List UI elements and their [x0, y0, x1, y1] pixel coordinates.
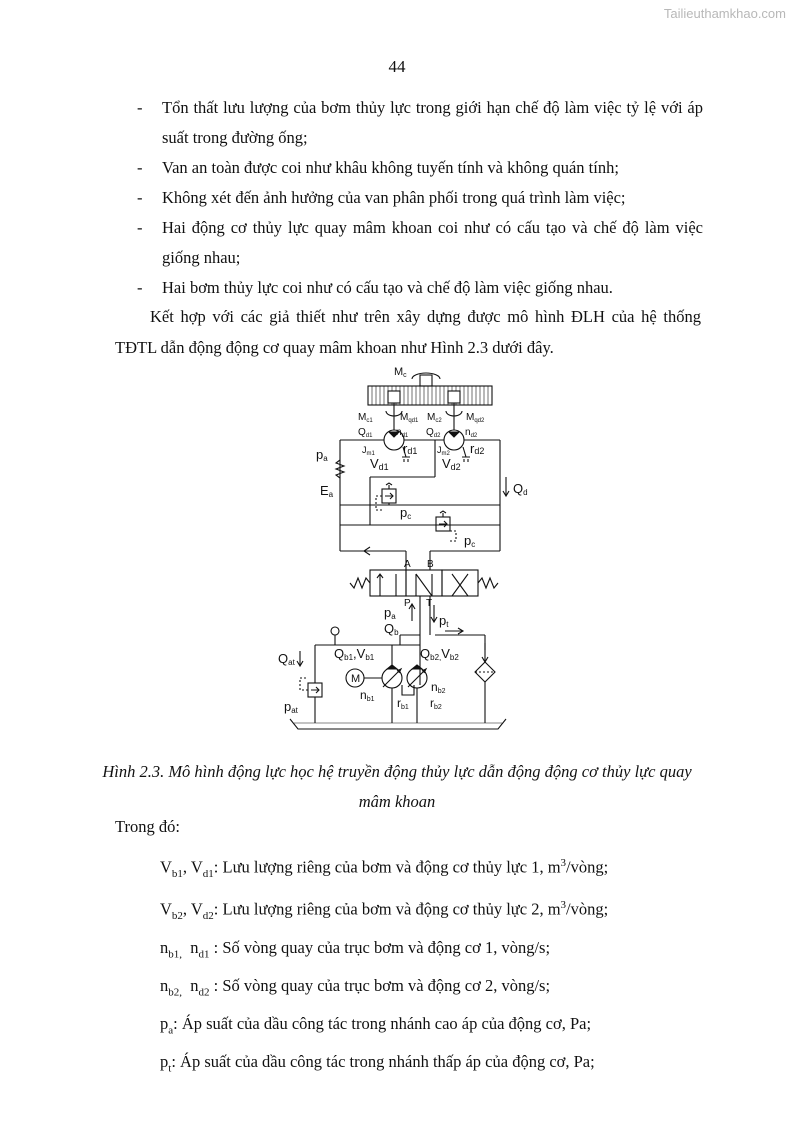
definition-row: $p_t$: Áp suất của dầu công tác trong nhánh thấp áp của động cơ, Pa; [160, 1052, 595, 1075]
label-pc-2: pc [464, 533, 476, 549]
list-item [115, 153, 703, 183]
hydraulic-circuit-diagram [270, 365, 528, 735]
bullet-dash: - [137, 158, 143, 177]
label-Qb: Qb [384, 621, 399, 637]
label-Qb2-Vb2: Qb2,Vb2 [420, 646, 459, 662]
label-rd2: rd2 [470, 441, 485, 456]
definition-row: $V_{b1}$, $V_{d1}$: Lưu lượng riêng của bơm và động cơ thủy lực 1, $m^3$/vòng; [160, 857, 609, 880]
label-port-B: B [427, 559, 434, 570]
list-item-text: Không xét đến ảnh hưởng của van phân phối trong quá trình làm việc; [162, 188, 626, 207]
label-Mqd1: $M_{qd1}$ [400, 412, 419, 424]
tank [290, 719, 506, 729]
label-pat: pat [284, 699, 298, 715]
list-item [115, 93, 703, 153]
figure-caption: Hình 2.3. Mô hình động lực học hệ truyền động thủy lực dẫn động động cơ thủy lực quay mâm khoan [102, 762, 692, 811]
label-nd1: $n_{d1}$ [396, 427, 409, 439]
definition-row: $n_{b2,}$ $n_{d2}$ : Số vòng quay của trục bơm và động cơ 2, vòng/s; [160, 975, 551, 999]
definition-row: $p_a$: Áp suất của dầu công tác trong nhánh cao áp của động cơ, Pa; [160, 1014, 592, 1037]
bullet-dash: - [137, 188, 143, 207]
list-item [115, 213, 703, 273]
drill-table [368, 386, 492, 405]
label-Vd2: Vd2 [442, 456, 461, 472]
list-item-text: Tổn thất lưu lượng của bơm thủy lực trong giới hạn chế độ làm việc tỷ lệ với áp suất trong đường ống; [162, 98, 703, 147]
label-pa: pa [316, 447, 328, 463]
list-item-text: Hai bơm thủy lực coi như có cấu tạo và chế độ làm việc giống nhau. [162, 278, 613, 297]
label-rd1: rd1 [403, 441, 418, 456]
bullet-dash: - [137, 278, 143, 297]
label-port-P: P [404, 598, 411, 609]
list-item-text: Van an toàn được coi như khâu không tuyến tính và không quán tính; [162, 158, 619, 177]
watermark: Tailieuthamkhao.com [663, 6, 786, 21]
label-nd2: $n_{d2}$ [465, 427, 478, 439]
page-number: 44 [388, 57, 406, 76]
label-Jm2: $J_{m2}$ [437, 445, 450, 457]
label-Jm1: $J_{m1}$ [362, 445, 375, 457]
label-Mc2: $M_{c2}$ [427, 412, 442, 424]
directional-valve-left [370, 570, 406, 596]
label-Mc1: $M_{c1}$ [358, 412, 373, 424]
label-Qd2: $Q_{d2}$ [426, 427, 441, 439]
label-motor: M [351, 673, 361, 685]
definitions-list [160, 848, 720, 1085]
label-Qd1: $Q_{d1}$ [358, 427, 373, 439]
label-Mc: Mc [394, 366, 407, 379]
directional-valve-right [442, 570, 478, 596]
list-item-text: Hai động cơ thủy lực quay mâm khoan coi như có cấu tạo và chế độ làm việc giống nhau; [162, 218, 703, 267]
label-pt: pt [439, 613, 449, 629]
label-nb1: nb1 [360, 688, 375, 703]
label-Qd: Qd [513, 481, 528, 497]
label-Qb1-Vb1: Qb1,Vb1 [334, 646, 375, 662]
label-Mqd2: $M_{qd2}$ [466, 412, 485, 424]
bullet-dash: - [137, 218, 143, 237]
label-Ea: Ea [320, 483, 334, 499]
assumption-list [115, 93, 703, 303]
label-rb2: rb2 [430, 696, 442, 711]
label-Vd1: Vd1 [370, 456, 389, 472]
label-port-T: T [426, 598, 433, 609]
list-item [115, 273, 703, 303]
label-port-A: A [404, 559, 411, 570]
where-label: Trong đó: [115, 817, 180, 836]
label-pc-1: pc [400, 505, 412, 521]
label-rb1: rb1 [397, 696, 409, 711]
definition-row: $n_{b1,}$ $n_{d1}$ : Số vòng quay của trục bơm và động cơ 1, vòng/s; [160, 937, 551, 960]
directional-valve-center [406, 570, 442, 596]
label-nb2: nb2 [431, 680, 446, 695]
list-item [115, 183, 703, 213]
definition-row: $V_{b2}$, $V_{d2}$: Lưu lượng riêng của bơm và động cơ thủy lực 2, $m^3$/vòng; [160, 898, 609, 922]
bullet-dash: - [137, 98, 143, 117]
label-Qat: Qat [278, 651, 295, 667]
body-paragraph: Kết hợp với các giả thiết như trên xây dựng được mô hình ĐLH của hệ thống TĐTL dẫn động động cơ quay mâm khoan như Hình 2.3 dưới đây. [115, 307, 701, 357]
label-pa-supply: pa [384, 605, 396, 621]
